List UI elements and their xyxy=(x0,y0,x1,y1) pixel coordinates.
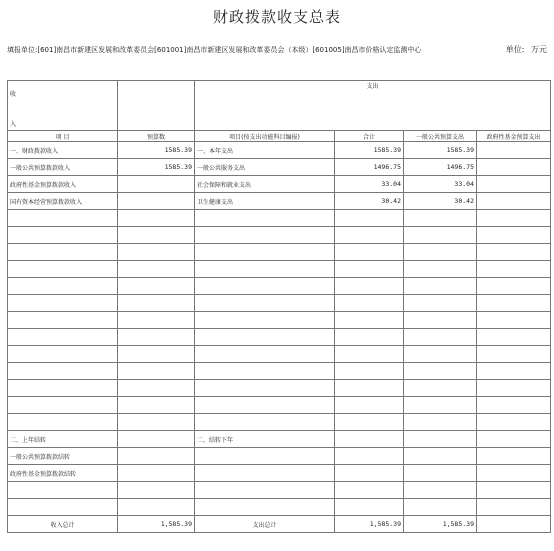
expense-item-cell: 一般公共服务支出 xyxy=(195,159,335,176)
table-row xyxy=(8,499,551,516)
income-item-cell xyxy=(8,346,118,363)
unit-info xyxy=(502,45,547,55)
general-budget-cell xyxy=(404,244,477,261)
col-fund-header: 政府性基金预算支出 xyxy=(477,131,551,142)
income-value-cell: 1585.39 xyxy=(118,142,195,159)
general-budget-cell xyxy=(404,210,477,227)
table-row xyxy=(8,329,551,346)
income-value-cell xyxy=(118,482,195,499)
general-budget-cell: 1585.39 xyxy=(404,142,477,159)
income-label-bottom: 入 xyxy=(10,121,17,128)
general-budget-cell xyxy=(404,482,477,499)
table-row xyxy=(8,346,551,363)
expense-total-label: 支出总计 xyxy=(195,516,335,533)
expense-item-cell xyxy=(195,499,335,516)
income-value-cell: 1585.39 xyxy=(118,159,195,176)
table-row xyxy=(8,448,551,465)
general-budget-cell xyxy=(404,397,477,414)
fund-budget-cell xyxy=(477,465,551,482)
table-row xyxy=(8,261,551,278)
expense-item-cell: 二、结转下年 xyxy=(195,431,335,448)
general-budget-cell xyxy=(404,329,477,346)
table-row xyxy=(8,193,551,210)
fund-budget-cell xyxy=(477,295,551,312)
income-item-cell xyxy=(8,261,118,278)
table-row xyxy=(8,244,551,261)
table-row xyxy=(8,176,551,193)
total-cell xyxy=(335,482,404,499)
table-row xyxy=(8,465,551,482)
expense-item-cell xyxy=(195,346,335,363)
income-item-cell xyxy=(8,414,118,431)
income-item-cell xyxy=(8,397,118,414)
general-budget-cell: 33.04 xyxy=(404,176,477,193)
expense-item-cell xyxy=(195,261,335,278)
income-item-cell xyxy=(8,210,118,227)
fund-budget-cell xyxy=(477,193,551,210)
fund-budget-cell xyxy=(477,482,551,499)
total-cell: 33.04 xyxy=(335,176,404,193)
income-label-top: 收 xyxy=(10,91,17,98)
expense-item-cell xyxy=(195,482,335,499)
expense-item-cell xyxy=(195,448,335,465)
income-value-cell xyxy=(118,278,195,295)
total-cell xyxy=(335,210,404,227)
income-value-cell xyxy=(118,380,195,397)
table-row xyxy=(8,159,551,176)
general-budget-cell xyxy=(404,363,477,380)
general-budget-cell xyxy=(404,414,477,431)
total-cell xyxy=(335,329,404,346)
general-budget-cell xyxy=(404,312,477,329)
fund-budget-cell xyxy=(477,431,551,448)
income-item-cell xyxy=(8,329,118,346)
income-item-cell xyxy=(8,380,118,397)
income-value-cell xyxy=(118,210,195,227)
table-row xyxy=(8,431,551,448)
fund-budget-cell xyxy=(477,210,551,227)
col-budget-header: 预算数 xyxy=(118,131,195,142)
income-value-cell xyxy=(118,261,195,278)
income-header-blank xyxy=(118,81,195,131)
general-budget-cell xyxy=(404,431,477,448)
general-budget-cell xyxy=(404,295,477,312)
expense-item-cell xyxy=(195,380,335,397)
expense-item-cell: 社会保障和就业支出 xyxy=(195,176,335,193)
income-item-cell xyxy=(8,227,118,244)
expense-total-value: 1,585.39 xyxy=(335,516,404,533)
expense-item-cell xyxy=(195,210,335,227)
fund-budget-cell xyxy=(477,414,551,431)
fund-budget-cell xyxy=(477,159,551,176)
total-cell xyxy=(335,312,404,329)
fund-total-value xyxy=(477,516,551,533)
page-title: 财政拨款收支总表 xyxy=(212,8,341,26)
income-value-cell xyxy=(118,193,195,210)
table-row xyxy=(8,397,551,414)
expense-item-cell xyxy=(195,227,335,244)
total-cell xyxy=(335,397,404,414)
expense-item-cell: 卫生健康支出 xyxy=(195,193,335,210)
general-budget-cell: 1496.75 xyxy=(404,159,477,176)
income-item-cell xyxy=(8,312,118,329)
total-cell: 1585.39 xyxy=(335,142,404,159)
table-top-header-row xyxy=(8,81,551,131)
total-cell xyxy=(335,448,404,465)
fund-budget-cell xyxy=(477,227,551,244)
expense-item-cell xyxy=(195,278,335,295)
income-value-cell xyxy=(118,363,195,380)
general-total-value: 1,585.39 xyxy=(404,516,477,533)
col-expense-item-header: 项目(按支出功能科目编报) xyxy=(195,131,335,142)
general-budget-cell xyxy=(404,448,477,465)
income-value-cell xyxy=(118,465,195,482)
general-budget-cell xyxy=(404,465,477,482)
total-cell xyxy=(335,278,404,295)
income-value-cell xyxy=(118,244,195,261)
col-item-header: 项 目 xyxy=(8,131,118,142)
income-value-cell xyxy=(118,346,195,363)
income-item-cell: 国有资本经营预算拨款收入 xyxy=(8,193,118,210)
income-header-cell xyxy=(8,81,118,131)
table-row xyxy=(8,278,551,295)
total-cell xyxy=(335,431,404,448)
income-value-cell xyxy=(118,431,195,448)
expense-item-cell xyxy=(195,244,335,261)
expense-item-cell xyxy=(195,465,335,482)
col-total-header: 合计 xyxy=(335,131,404,142)
income-value-cell xyxy=(118,329,195,346)
table-column-header-row xyxy=(8,131,551,142)
general-budget-cell xyxy=(404,346,477,363)
income-value-cell xyxy=(118,176,195,193)
expense-item-cell: 一、本年支出 xyxy=(195,142,335,159)
income-item-cell: 一般公共预算拨款结转 xyxy=(8,448,118,465)
table-footer-row xyxy=(8,516,551,533)
income-item-cell xyxy=(8,499,118,516)
income-value-cell xyxy=(118,448,195,465)
total-cell xyxy=(335,261,404,278)
table-row xyxy=(8,210,551,227)
table-row xyxy=(8,227,551,244)
general-budget-cell xyxy=(404,278,477,295)
fund-budget-cell xyxy=(477,363,551,380)
fund-budget-cell xyxy=(477,380,551,397)
expense-item-cell xyxy=(195,414,335,431)
fund-budget-cell xyxy=(477,142,551,159)
income-item-cell: 政府性基金预算拨款结转 xyxy=(8,465,118,482)
total-cell xyxy=(335,295,404,312)
table-row xyxy=(8,482,551,499)
expense-item-cell xyxy=(195,295,335,312)
income-item-cell xyxy=(8,244,118,261)
income-value-cell xyxy=(118,414,195,431)
income-value-cell xyxy=(118,397,195,414)
fund-budget-cell xyxy=(477,448,551,465)
income-value-cell xyxy=(118,312,195,329)
income-total-label: 收入总计 xyxy=(8,516,118,533)
total-cell xyxy=(335,380,404,397)
total-cell xyxy=(335,465,404,482)
total-cell: 1496.75 xyxy=(335,159,404,176)
fund-budget-cell xyxy=(477,176,551,193)
income-item-cell xyxy=(8,482,118,499)
expense-item-cell xyxy=(195,312,335,329)
fund-budget-cell xyxy=(477,244,551,261)
general-budget-cell xyxy=(404,499,477,516)
fund-budget-cell xyxy=(477,397,551,414)
fund-budget-cell xyxy=(477,261,551,278)
table-row xyxy=(8,142,551,159)
income-value-cell xyxy=(118,499,195,516)
income-value-cell xyxy=(118,227,195,244)
total-cell: 30.42 xyxy=(335,193,404,210)
budget-summary-table xyxy=(7,80,551,533)
fund-budget-cell xyxy=(477,346,551,363)
income-item-cell: 二、上年结转 xyxy=(8,431,118,448)
income-item-cell: 一般公共预算拨款收入 xyxy=(8,159,118,176)
income-item-cell: 政府性基金预算拨款收入 xyxy=(8,176,118,193)
table-row xyxy=(8,295,551,312)
unit-value: 万元 xyxy=(531,45,547,54)
total-cell xyxy=(335,346,404,363)
expense-item-cell xyxy=(195,363,335,380)
general-budget-cell: 30.42 xyxy=(404,193,477,210)
reporting-org: 填报单位:[601]南昌市新建区发展和改革委员会[601001]南昌市新建区发展和改革委员会（本级）[601005]南昌市价格认定监测中心 xyxy=(7,46,422,54)
fund-budget-cell xyxy=(477,312,551,329)
income-item-cell xyxy=(8,363,118,380)
table-row xyxy=(8,380,551,397)
total-cell xyxy=(335,244,404,261)
total-cell xyxy=(335,227,404,244)
unit-line xyxy=(7,45,547,55)
general-budget-cell xyxy=(404,227,477,244)
income-item-cell: 一、财政拨款收入 xyxy=(8,142,118,159)
fund-budget-cell xyxy=(477,329,551,346)
table-row xyxy=(8,363,551,380)
general-budget-cell xyxy=(404,261,477,278)
income-item-cell xyxy=(8,278,118,295)
fund-budget-cell xyxy=(477,499,551,516)
income-item-cell xyxy=(8,295,118,312)
col-general-header: 一般公共预算支出 xyxy=(404,131,477,142)
fund-budget-cell xyxy=(477,278,551,295)
table-row xyxy=(8,414,551,431)
income-total-value: 1,585.39 xyxy=(118,516,195,533)
expense-item-cell xyxy=(195,329,335,346)
total-cell xyxy=(335,363,404,380)
unit-label: 单位: xyxy=(505,45,525,54)
expense-item-cell xyxy=(195,397,335,414)
expense-header: 支出 xyxy=(195,81,551,131)
total-cell xyxy=(335,414,404,431)
general-budget-cell xyxy=(404,380,477,397)
table-row xyxy=(8,312,551,329)
total-cell xyxy=(335,499,404,516)
income-value-cell xyxy=(118,295,195,312)
